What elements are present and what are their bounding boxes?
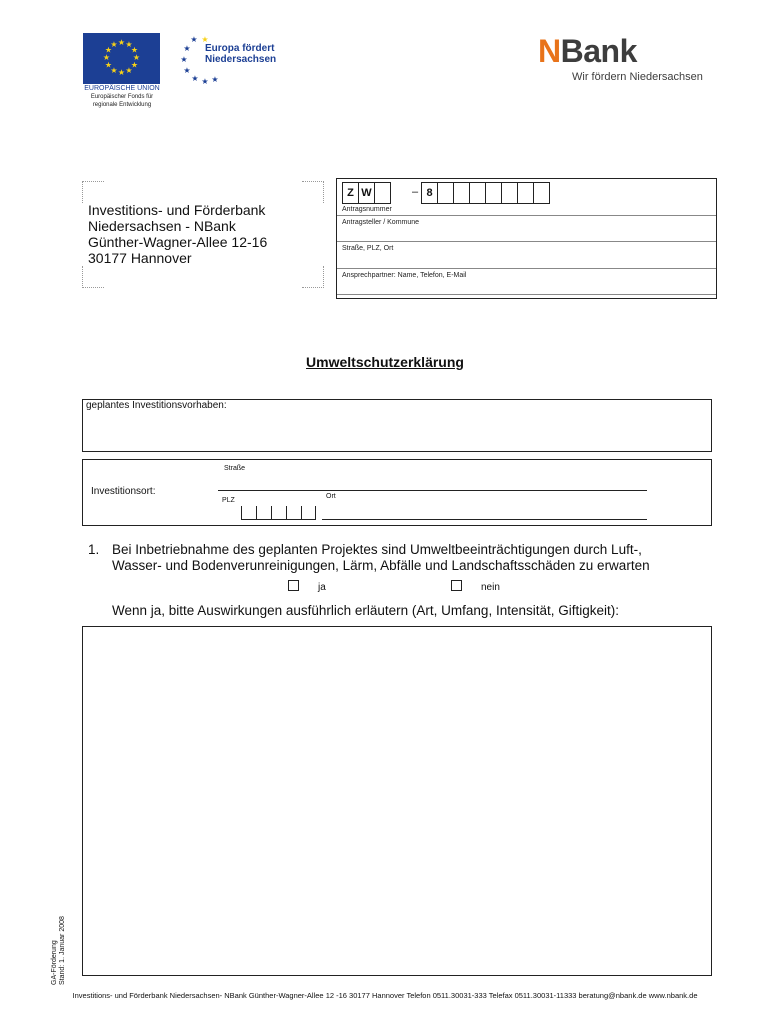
question1-followup: Wenn ja, bitte Auswirkungen ausführlich erläutern (Art, Umfang, Intensität, Giftigkeit): — [112, 603, 619, 618]
svg-text:★: ★ — [104, 45, 113, 55]
plz-label: PLZ — [222, 497, 235, 504]
address-corner-br — [302, 266, 324, 288]
strasse-line[interactable] — [218, 490, 647, 491]
checkbox-nein[interactable] — [451, 580, 462, 591]
explanation-box[interactable] — [82, 626, 712, 976]
code-cell-8: 8 — [421, 182, 438, 204]
code-cell-13[interactable] — [533, 182, 550, 204]
question1-line2: Wasser- und Bodenverunreinigungen, Lärm, Abfälle und Landschaftsschäden zu erwarten — [112, 558, 650, 573]
question1-text — [112, 542, 732, 574]
investitionsort-label: Investitionsort: — [91, 486, 156, 497]
eu-flag-logo — [83, 33, 160, 84]
svg-text:★: ★ — [110, 66, 118, 75]
svg-text:★: ★ — [201, 77, 209, 86]
code-gap — [390, 182, 409, 204]
eu-label-line2: Europäischer Fonds für — [90, 94, 154, 100]
code-cell-7[interactable] — [437, 182, 454, 204]
svg-text:★: ★ — [183, 44, 191, 53]
checkbox-ja[interactable] — [288, 580, 299, 591]
page-footer: Investitions- und Förderbank Niedersachsen- NBank Günther-Wagner-Allee 12 -16 30177 Hannover Telefon 0511.30031-333 Telefax 0511.30031-11333 beratung@nbank.de www.nbank.de — [72, 991, 698, 1000]
code-dash: – — [411, 186, 419, 198]
eu-label — [70, 85, 174, 109]
address-corner-tr — [302, 181, 324, 203]
checkbox-nein-label: nein — [481, 582, 500, 593]
nbank-logo-n: N — [538, 33, 561, 69]
vorhaben-label: geplantes Investitionsvorhaben: — [86, 400, 227, 411]
code-cell-w: W — [358, 182, 375, 204]
svg-text:★: ★ — [180, 55, 188, 64]
code-cell-8b[interactable] — [453, 182, 470, 204]
nbank-slogan: Wir fördern Niedersachsen — [572, 71, 703, 83]
svg-text:★: ★ — [110, 40, 118, 49]
code-cell-11[interactable] — [501, 182, 518, 204]
recipient-line3: Günther-Wagner-Allee 12-16 — [88, 234, 268, 250]
antragsteller-label: Antragsteller / Kommune — [342, 219, 420, 226]
address-corner-bl — [82, 266, 104, 288]
nbank-logo — [538, 34, 637, 68]
europa-line2: Niedersachsen — [205, 54, 277, 65]
antragsnummer-label: Antragsnummer — [342, 206, 392, 213]
checkbox-ja-label: ja — [318, 582, 326, 593]
europa-line1: Europa fördert — [205, 43, 275, 54]
question1-line1: Bei Inbetriebnahme des geplanten Projektes sind Umweltbeeinträchtigungen durch Luft-, — [112, 542, 642, 557]
side-note-line2: Stand: 1. Januar 2008 — [59, 916, 66, 985]
code-cell-12[interactable] — [517, 182, 534, 204]
address-corner-tl — [82, 181, 104, 203]
plz-divider — [256, 506, 257, 519]
recipient-address — [88, 202, 267, 266]
plz-divider — [286, 506, 287, 519]
ansprechpartner-label: Ansprechpartner: Name, Telefon, E-Mail — [342, 272, 467, 279]
svg-text:★: ★ — [104, 60, 113, 70]
svg-text:★: ★ — [132, 53, 141, 62]
svg-text:★: ★ — [117, 38, 126, 47]
svg-text:★: ★ — [102, 53, 111, 62]
svg-text:★: ★ — [201, 35, 209, 44]
eu-label-line1: EUROPÄISCHE UNION — [84, 85, 160, 92]
svg-text:★: ★ — [125, 66, 133, 75]
svg-text:★: ★ — [211, 75, 219, 84]
code-cell-10[interactable] — [485, 182, 502, 204]
nbank-logo-bank: Bank — [560, 33, 637, 69]
svg-text:★: ★ — [125, 40, 133, 49]
ansprechpartner-line[interactable] — [337, 294, 716, 295]
svg-text:★: ★ — [190, 35, 198, 44]
code-cell-3[interactable] — [374, 182, 391, 204]
ort-label: Ort — [326, 493, 336, 500]
recipient-line4: 30177 Hannover — [88, 250, 192, 266]
plz-divider — [301, 506, 302, 519]
svg-text:★: ★ — [130, 45, 139, 55]
side-note — [51, 916, 67, 985]
svg-text:★: ★ — [183, 66, 191, 75]
ort-line[interactable] — [322, 519, 647, 520]
svg-text:★: ★ — [130, 60, 139, 70]
antragsteller-line[interactable] — [337, 241, 716, 242]
adresse-line[interactable] — [337, 268, 716, 269]
recipient-line2: Niedersachsen - NBank — [88, 218, 236, 234]
document-title: Umweltschutzerklärung — [306, 354, 464, 370]
code-cell-9[interactable] — [469, 182, 486, 204]
plz-divider — [271, 506, 272, 519]
adresse-label: Straße, PLZ, Ort — [342, 245, 394, 252]
strasse-label: Straße — [224, 465, 246, 472]
application-number-field[interactable] — [342, 182, 550, 204]
eu-label-line3: regionale Entwicklung — [92, 102, 152, 108]
side-note-line1: GA-Förderung — [51, 940, 58, 985]
question1-number: 1. — [88, 542, 100, 557]
plz-field[interactable] — [241, 506, 316, 520]
code-cell-z: Z — [342, 182, 359, 204]
recipient-line1: Investitions- und Förderbank — [88, 202, 266, 218]
svg-text:★: ★ — [117, 68, 126, 77]
svg-text:★: ★ — [191, 74, 199, 83]
europa-foerdert-logo — [205, 43, 276, 65]
antragsnummer-divider — [337, 215, 716, 216]
investitionsort-box — [82, 459, 712, 526]
